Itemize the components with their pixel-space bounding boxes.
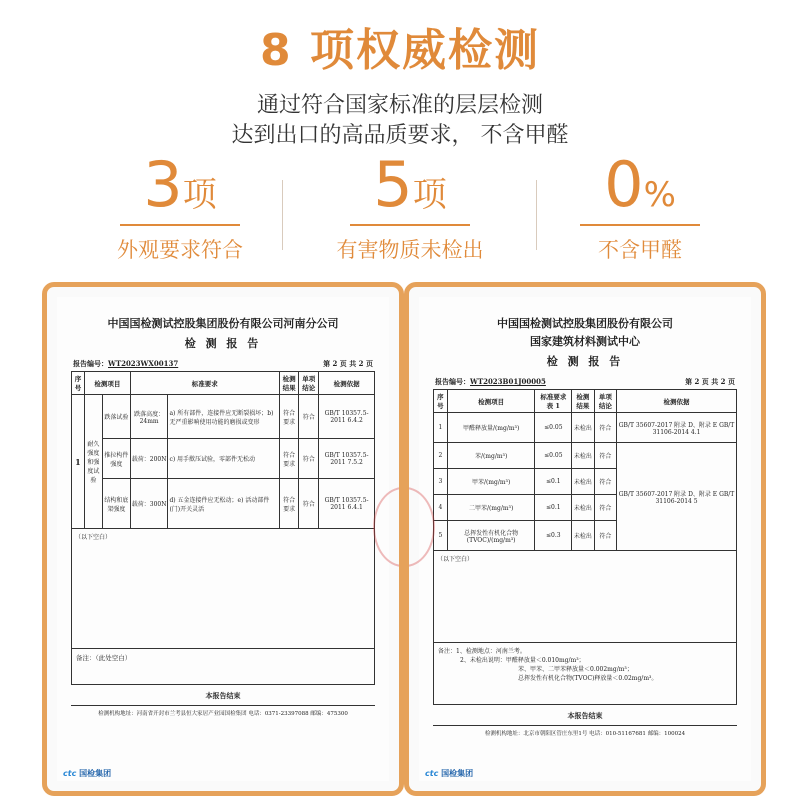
col-header: 检测依据 (319, 372, 375, 395)
report-no-label: 报告编号： (73, 359, 108, 368)
subtitle-line-1: 通过符合国家标准的层层检测 (256, 93, 543, 118)
col-header: 检测结果 (279, 372, 299, 395)
report-org: 中国国检测试控股集团股份有限公司河南分公司 (107, 317, 339, 330)
cell: 跌落试验 (102, 395, 130, 439)
cell: ≤0.05 (535, 443, 572, 469)
cell: 未检出 (572, 495, 594, 521)
blank-note: （以下空白） (437, 556, 474, 563)
cell: 载荷：200N (130, 439, 168, 479)
stat-number: 3 (143, 148, 183, 221)
remark-line: 总挥发性有机化合物(TVOC)释放量＜0.02mg/m³。 (518, 675, 658, 682)
remark-line: 1、检测地点：河南兰考。 (456, 648, 526, 655)
col-header: 序号 (434, 390, 448, 413)
blank-area (433, 551, 737, 643)
report-meta (435, 377, 735, 387)
cell: 载荷：300N (130, 479, 168, 529)
stat-number: 5 (373, 148, 413, 221)
subtitle-line-2: 达到出口的高品质要求， 不含甲醛 (231, 123, 569, 148)
logo-text: 国检集团 (441, 769, 474, 778)
report-table (433, 389, 737, 551)
cell: c) 用手揿压试验，零部件无松动 (168, 439, 279, 479)
report-table (71, 371, 375, 529)
col-header: 标准要求 表 1 (535, 390, 572, 413)
logo (63, 768, 111, 779)
remark-line: 2、未检出说明：甲醛释放量＜0.010mg/m³； (460, 657, 585, 664)
cell: 未检出 (572, 521, 594, 551)
cell: 未检出 (572, 469, 594, 495)
cell: 符合 (594, 443, 616, 469)
col-header: 检测结果 (572, 390, 594, 413)
stat-number: 0 (604, 148, 644, 221)
stat-formaldehyde (520, 150, 760, 264)
cell: ≤0.05 (535, 413, 572, 443)
col-header: 标准要求 (130, 372, 279, 395)
blank-area (71, 529, 375, 649)
stat-underline (120, 224, 240, 226)
cell: ≤0.1 (535, 469, 572, 495)
cell: GB/T 35607-2017 附录 D、附录 E GB/T 31106-2014 4.1 (617, 413, 737, 443)
cell: 符合要求 (279, 395, 299, 439)
report-no-label: 报告编号： (435, 377, 470, 386)
cell: 符合 (299, 479, 319, 529)
cell: 符合 (594, 521, 616, 551)
cell: a) 所有部件，连接件应无断裂损坏；b) 无严重影响使用功能的磨损或变形 (168, 395, 279, 439)
report-org-2: 国家建筑材料测试中心 (530, 335, 640, 348)
cell: 跌落高度：24mm (130, 395, 168, 439)
stat-harmful (290, 150, 530, 264)
remark (71, 649, 375, 685)
cell: 符合要求 (279, 439, 299, 479)
cell: 符合要求 (279, 479, 299, 529)
blank-note: （以下空白） (75, 534, 112, 541)
cell: 5 (434, 521, 448, 551)
logo-ctc: ctc (425, 769, 439, 778)
cell: 3 (434, 469, 448, 495)
stat-appearance (60, 150, 300, 264)
cell: 二甲苯/(mg/m³) (447, 495, 535, 521)
report-paper (419, 297, 751, 781)
remark-label: 备注： (438, 648, 457, 655)
stat-unit: 项 (412, 175, 447, 215)
cell: 甲醛释放量/(mg/m³) (447, 413, 535, 443)
cell: 推拉构件强度 (102, 439, 130, 479)
cell: 符合 (594, 495, 616, 521)
cell: 符合 (299, 439, 319, 479)
report-title: 检 测 报 告 (184, 337, 262, 350)
stat-unit: % (643, 175, 676, 215)
cell: GB/T 35607-2017 附录 D、附录 E GB/T 31106-2014 5 (617, 443, 737, 551)
stat-label: 外观要求符合 (117, 238, 243, 262)
cell: 符合 (594, 413, 616, 443)
stat-underline (580, 224, 700, 226)
cell: 苯/(mg/m³) (447, 443, 535, 469)
page-number: 第 2 页 共 2 页 (323, 359, 373, 368)
report-card-1 (42, 282, 404, 796)
col-header: 序号 (72, 372, 85, 395)
col-header: 单项结论 (299, 372, 319, 395)
report-no: WT2023WX00137 (108, 359, 179, 368)
logo-text: 国检集团 (79, 769, 112, 778)
item-group: 耐久强度和强度试验 (84, 395, 102, 529)
cell: 未检出 (572, 443, 594, 469)
report-org: 中国国检测试控股集团股份有限公司 (497, 317, 673, 330)
cell: ≤0.1 (535, 495, 572, 521)
cell: 甲苯/(mg/m³) (447, 469, 535, 495)
report-card-2 (404, 282, 766, 796)
sample-no: 1 (72, 395, 85, 529)
col-header: 单项结论 (594, 390, 616, 413)
report-meta (73, 359, 373, 369)
stat-label: 有害物质未检出 (336, 238, 484, 262)
page-title: 8 项权威检测 (260, 25, 540, 76)
cell: 未检出 (572, 413, 594, 443)
report-paper (57, 297, 389, 781)
report-title: 检 测 报 告 (546, 355, 624, 368)
cell: ≤0.3 (535, 521, 572, 551)
report-no: WT2023B01J00005 (470, 377, 546, 386)
report-end: 本报告结束 (567, 711, 603, 720)
cell: GB/T 10357.5-2011 7.5.2 (319, 439, 375, 479)
cell: 4 (434, 495, 448, 521)
cell: d) 五金连接件应无松动；e) 活动部件(门)开关灵活 (168, 479, 279, 529)
cell: 结构和底架强度 (102, 479, 130, 529)
logo (425, 768, 473, 779)
report-footer: 检测机构地址：北京市朝阳区管庄东里1号 电话：010-51167681 邮编：100024 (433, 725, 737, 737)
stat-underline (350, 224, 470, 226)
col-header: 检测项目 (84, 372, 130, 395)
cell: 符合 (594, 469, 616, 495)
stat-label: 不含甲醛 (598, 238, 682, 262)
remark-text: （此处空白） (95, 654, 132, 662)
divider (282, 180, 283, 250)
col-header: 检测依据 (617, 390, 737, 413)
cell: GB/T 10357.5-2011 6.4.1 (319, 479, 375, 529)
report-footer: 检测机构地址：河南省开封市兰考县恒大家居产业园国检集团 电话：0371-23397088 邮编：475300 (71, 705, 375, 717)
remark (433, 643, 737, 705)
logo-ctc: ctc (63, 769, 77, 778)
remark-label: 备注： (76, 654, 96, 662)
cell: 1 (434, 413, 448, 443)
col-header: 检测项目 (447, 390, 535, 413)
report-end: 本报告结束 (205, 691, 241, 700)
cell: 2 (434, 443, 448, 469)
cell: GB/T 10357.5-2011 6.4.2 (319, 395, 375, 439)
stat-unit: 项 (182, 175, 217, 215)
page-number: 第 2 页 共 2 页 (685, 377, 735, 386)
remark-line: 苯、甲苯、二甲苯释放量＜0.002mg/m³； (518, 666, 633, 673)
cell: 符合 (299, 395, 319, 439)
cell: 总挥发性有机化合物(TVOC)/(mg/m³) (447, 521, 535, 551)
